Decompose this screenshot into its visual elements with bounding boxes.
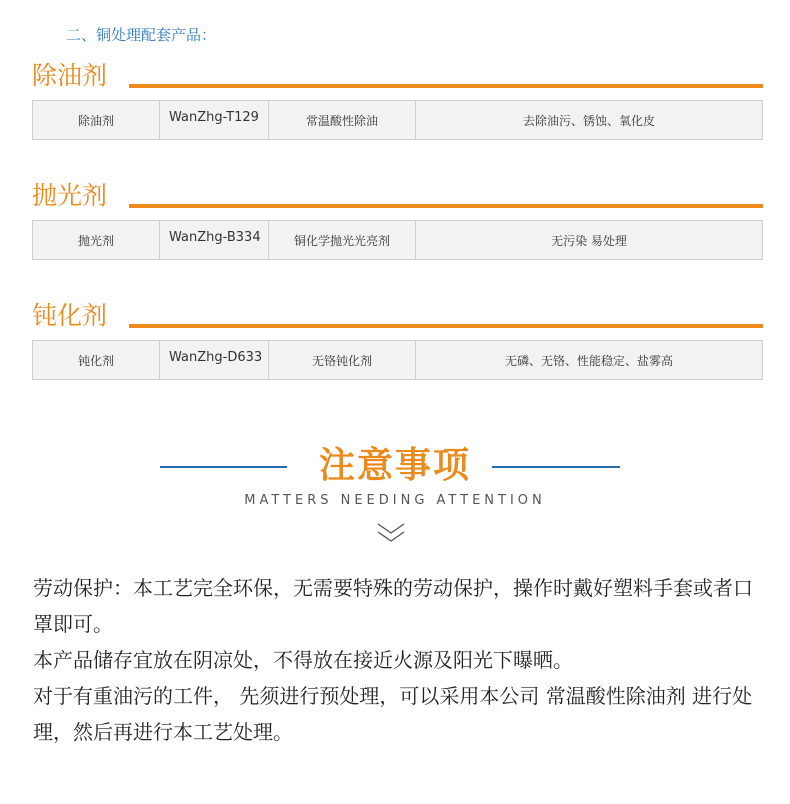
paragraph-labor-protection: 劳动保护：本工艺完全环保，无需要特殊的劳动保护，操作时戴好塑料手套或者口罩即可。 — [33, 576, 753, 636]
notice-line-right — [492, 466, 620, 468]
spec-table-passivator — [32, 340, 763, 380]
notice-body — [33, 570, 763, 750]
cell-desc: 去除油污、锈蚀、氧化皮 — [415, 100, 763, 140]
cell-model: WanZhg-T129 — [159, 100, 268, 140]
cell-desc: 无磷、无铬、性能稳定、盐雾高 — [415, 340, 763, 380]
double-chevron-down-icon — [376, 519, 406, 547]
section-title-passivator: 钝化剂 — [32, 301, 108, 330]
section-title-polish: 抛光剂 — [32, 181, 108, 210]
section-rule — [129, 204, 763, 208]
cell-model: WanZhg-D633 — [159, 340, 268, 380]
section-rule — [129, 324, 763, 328]
cell-name: 抛光剂 — [32, 220, 159, 260]
cell-type: 铜化学抛光光亮剂 — [268, 220, 415, 260]
cell-type: 常温酸性除油 — [268, 100, 415, 140]
section-title-degreaser: 除油剂 — [32, 61, 108, 90]
paragraph-pretreatment: 对于有重油污的工件， 先须进行预处理，可以采用本公司 常温酸性除油剂 进行处理，然后再进行本工艺处理。 — [33, 684, 753, 744]
cell-name: 钝化剂 — [32, 340, 159, 380]
subtitle: 二、铜处理配套产品： — [66, 26, 217, 44]
paragraph-storage: 本产品储存宜放在阴凉处，不得放在接近火源及阳光下曝晒。 — [33, 648, 573, 672]
cell-name: 除油剂 — [32, 100, 159, 140]
spec-table-degreaser — [32, 100, 763, 140]
notice-line-left — [160, 466, 287, 468]
cell-model: WanZhg-B334 — [159, 220, 268, 260]
notice-title: 注意事项 — [318, 445, 471, 486]
section-rule — [129, 84, 763, 88]
notice-english: MATTERS NEEDING ATTENTION — [244, 493, 546, 508]
cell-type: 无铬钝化剂 — [268, 340, 415, 380]
cell-desc: 无污染 易处理 — [415, 220, 763, 260]
spec-table-polish — [32, 220, 763, 260]
